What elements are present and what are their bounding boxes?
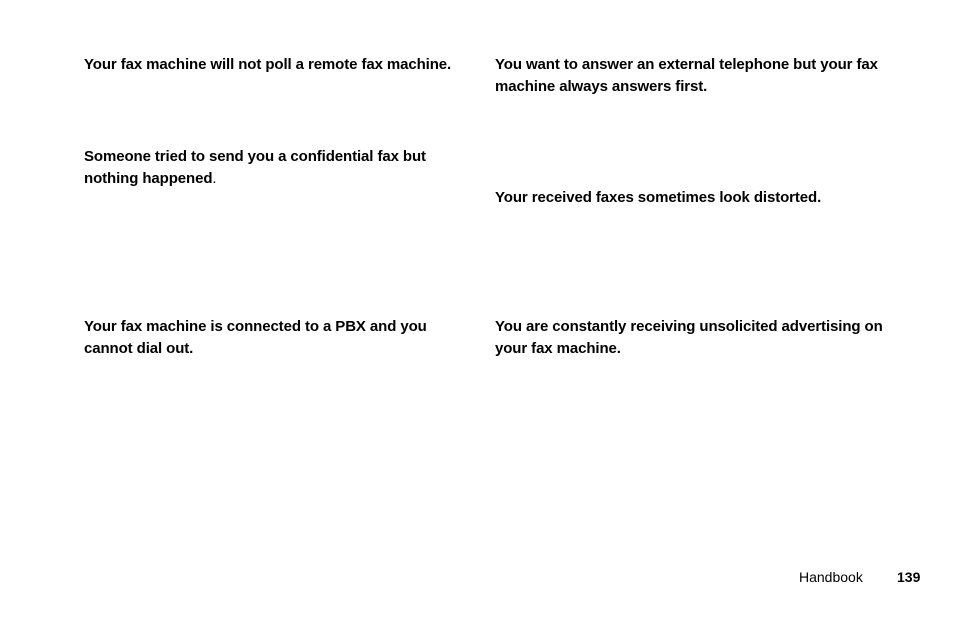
footer-page-number: 139	[897, 569, 921, 585]
problem-heading-text: Someone tried to send you a confidential fax but nothing happened	[84, 148, 426, 187]
problem-heading-text: You are constantly receiving unsolicited advertising on your fax machine.	[495, 318, 883, 357]
problem-heading-text: Your received faxes sometimes look distorted.	[495, 189, 822, 206]
problem-heading-text: Your fax machine will not poll a remote fax machine.	[84, 56, 452, 73]
problem-heading-pbx-dial-out	[84, 316, 474, 360]
problem-heading-external-telephone	[495, 54, 895, 98]
problem-heading-unsolicited-advertising	[495, 316, 895, 360]
problem-heading-distorted-faxes	[495, 187, 895, 209]
problem-heading-text: You want to answer an external telephone but your fax machine always answers first.	[495, 56, 878, 95]
problem-heading-confidential-fax	[84, 146, 474, 190]
problem-heading-poll-remote	[84, 54, 484, 76]
footer-handbook-label: Handbook	[799, 569, 863, 585]
problem-heading-trailing-period: .	[212, 170, 217, 187]
problem-heading-text: Your fax machine is connected to a PBX and you cannot dial out.	[84, 318, 427, 357]
